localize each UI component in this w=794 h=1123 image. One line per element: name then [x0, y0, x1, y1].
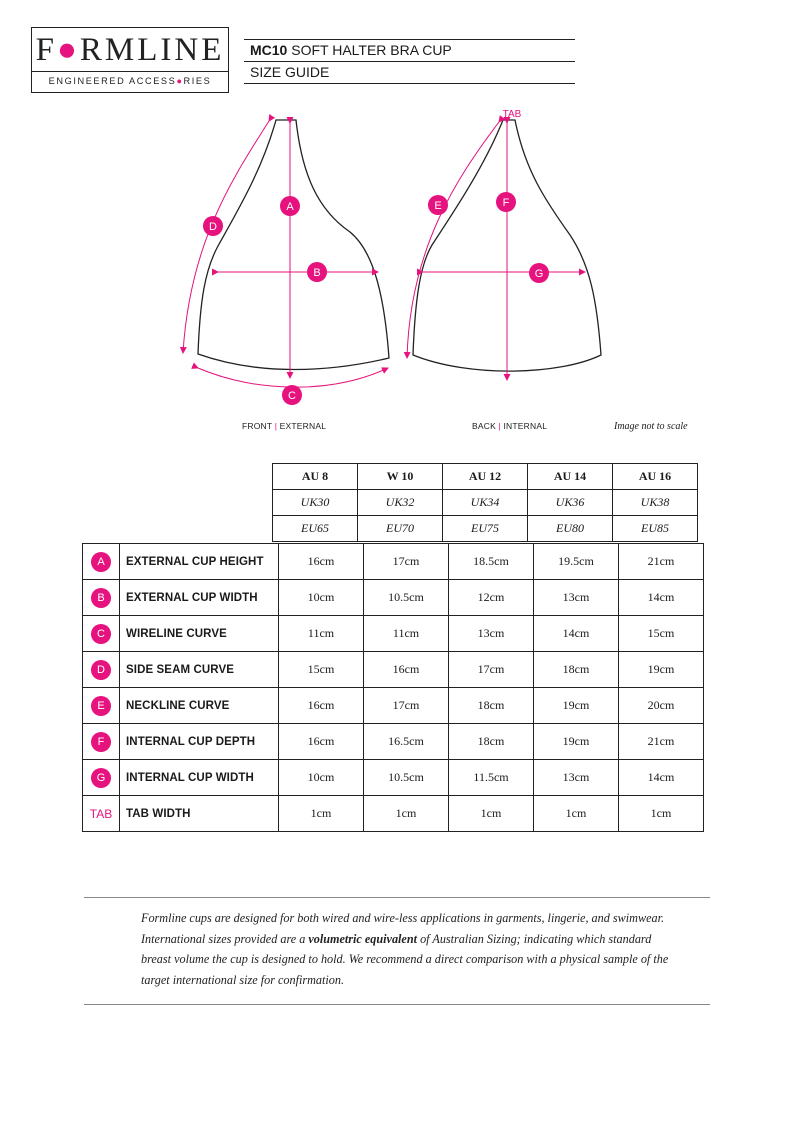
tagline-a: ENGINEERED ACCESS: [48, 76, 177, 86]
uk-size-cell: UK34: [443, 490, 528, 516]
uk-size-row: [273, 490, 698, 516]
tagline-b: RIES: [183, 76, 212, 86]
eu-size-cell: EU80: [528, 516, 613, 542]
eu-size-cell: EU85: [613, 516, 698, 542]
measure-value: 19cm: [619, 652, 704, 688]
footer-rule-top: [84, 897, 710, 898]
product-code: MC10: [250, 42, 288, 58]
measure-value: 15cm: [279, 652, 364, 688]
measure-badge: [83, 760, 120, 796]
back-caption-a: BACK: [472, 421, 496, 431]
measure-value: 19.5cm: [534, 544, 619, 580]
measure-value: 19cm: [534, 688, 619, 724]
eu-size-cell: EU75: [443, 516, 528, 542]
eu-size-cell: EU65: [273, 516, 358, 542]
marker-g: [529, 263, 549, 283]
eu-size-cell: EU70: [358, 516, 443, 542]
measure-code-icon: D: [91, 660, 111, 680]
back-caption-b: INTERNAL: [503, 421, 548, 431]
measure-name: INTERNAL CUP WIDTH: [120, 760, 279, 796]
marker-c-label: C: [288, 390, 296, 402]
product-title: [244, 40, 575, 61]
measure-value: 21cm: [619, 544, 704, 580]
uk-size-cell: UK30: [273, 490, 358, 516]
marker-e-label: E: [434, 200, 442, 212]
brand-logo: [31, 27, 229, 93]
measure-name: WIRELINE CURVE: [120, 616, 279, 652]
marker-b-label: B: [313, 267, 321, 279]
au-size-cell: AU 8: [273, 464, 358, 490]
table-row: [83, 580, 704, 616]
scale-note: Image not to scale: [614, 421, 688, 432]
wireline-curve-c: [198, 368, 388, 387]
au-size-cell: W 10: [358, 464, 443, 490]
measure-value: 16.5cm: [364, 724, 449, 760]
marker-e: [428, 195, 448, 215]
cup-diagrams: [0, 100, 794, 445]
au-size-row: [273, 464, 698, 490]
measure-badge: [83, 796, 120, 832]
measure-name: EXTERNAL CUP WIDTH: [120, 580, 279, 616]
marker-f: [496, 192, 516, 212]
measure-value: 16cm: [279, 724, 364, 760]
page-subtitle: SIZE GUIDE: [250, 64, 330, 80]
table-row: [83, 760, 704, 796]
marker-f-label: F: [502, 197, 510, 209]
measure-value: 16cm: [279, 544, 364, 580]
measure-badge: [83, 652, 120, 688]
measure-name: INTERNAL CUP DEPTH: [120, 724, 279, 760]
table-row: [83, 688, 704, 724]
au-size-cell: AU 12: [443, 464, 528, 490]
marker-a-label: A: [286, 201, 294, 213]
brand-name-b: RMLINE: [79, 32, 225, 68]
uk-size-cell: UK32: [358, 490, 443, 516]
size-header-table: [272, 463, 698, 542]
front-caption: [242, 421, 326, 431]
measure-value: 18cm: [449, 688, 534, 724]
measure-value: 13cm: [534, 760, 619, 796]
front-caption-a: FRONT: [242, 421, 273, 431]
measure-value: 10cm: [279, 580, 364, 616]
measure-value: 11cm: [364, 616, 449, 652]
side-seam-curve-d: [183, 121, 269, 353]
measure-badge: [83, 580, 120, 616]
measure-value: 14cm: [534, 616, 619, 652]
table-row: [83, 616, 704, 652]
table-row: [83, 724, 704, 760]
measure-code-icon: A: [91, 552, 111, 572]
table-row: [83, 796, 704, 832]
footer-text-bold: volumetric equivalent: [308, 931, 418, 946]
measure-badge: [83, 544, 120, 580]
tab-label: TAB: [502, 109, 522, 120]
back-caption: [472, 421, 547, 431]
uk-size-cell: UK38: [613, 490, 698, 516]
measure-value: 15cm: [619, 616, 704, 652]
measure-value: 14cm: [619, 580, 704, 616]
measure-name: TAB WIDTH: [120, 796, 279, 832]
logo-divider: [32, 71, 228, 72]
product-name: SOFT HALTER BRA CUP: [291, 42, 452, 58]
measure-value: 13cm: [449, 616, 534, 652]
measure-code-icon: E: [91, 696, 111, 716]
uk-size-cell: UK36: [528, 490, 613, 516]
measure-badge: [83, 724, 120, 760]
marker-c: [282, 385, 302, 405]
au-size-cell: AU 14: [528, 464, 613, 490]
measure-value: 1cm: [364, 796, 449, 832]
measure-value: 19cm: [534, 724, 619, 760]
brand-dot-icon: ●: [56, 32, 80, 68]
measure-value: 10.5cm: [364, 580, 449, 616]
measure-name: NECKLINE CURVE: [120, 688, 279, 724]
measure-value: 10.5cm: [364, 760, 449, 796]
marker-a: [280, 196, 300, 216]
measure-value: 21cm: [619, 724, 704, 760]
footer-text-a: Formline cups are designed for both wired and wire-less applications in garments, lingerie, and swimwear. International sizes provided are a: [141, 911, 665, 946]
tab-code-label: TAB: [89, 806, 113, 821]
brand-tagline: [32, 76, 228, 86]
table-row: [83, 544, 704, 580]
measure-value: 10cm: [279, 760, 364, 796]
measure-value: 16cm: [279, 688, 364, 724]
measure-value: 17cm: [364, 688, 449, 724]
front-caption-b: EXTERNAL: [279, 421, 327, 431]
measure-value: 1cm: [534, 796, 619, 832]
measure-value: 11cm: [279, 616, 364, 652]
measure-badge: [83, 688, 120, 724]
eu-size-row: [273, 516, 698, 542]
tagline-dot-icon: ●: [176, 76, 184, 86]
measure-name: EXTERNAL CUP HEIGHT: [120, 544, 279, 580]
title-block: [244, 39, 575, 84]
measure-value: 1cm: [449, 796, 534, 832]
measure-value: 12cm: [449, 580, 534, 616]
front-cup-outline: [198, 120, 389, 370]
measure-badge: [83, 616, 120, 652]
brand-wordmark: [32, 32, 228, 69]
measure-value: 11.5cm: [449, 760, 534, 796]
measure-code-icon: C: [91, 624, 111, 644]
marker-d-label: D: [209, 221, 217, 233]
measure-value: 17cm: [364, 544, 449, 580]
measure-value: 17cm: [449, 652, 534, 688]
back-caption-divider: |: [498, 421, 501, 431]
measurements-table: [82, 543, 704, 832]
measure-value: 14cm: [619, 760, 704, 796]
measure-code-icon: G: [91, 768, 111, 788]
measure-value: 1cm: [279, 796, 364, 832]
measure-code-icon: F: [91, 732, 111, 752]
marker-b: [307, 262, 327, 282]
title-rule-bottom: [244, 83, 575, 84]
measure-value: 18cm: [449, 724, 534, 760]
measure-name: SIDE SEAM CURVE: [120, 652, 279, 688]
footer-text-b: of Australian Sizing; indicating which standard breast volume the cup is designed to hold. We recommend a direct comparison with a physical sample of the target international size for confirmation.: [141, 931, 669, 987]
footer-note: [141, 908, 671, 990]
measure-value: 16cm: [364, 652, 449, 688]
marker-g-label: G: [534, 268, 544, 280]
measure-value: 1cm: [619, 796, 704, 832]
measure-value: 18cm: [534, 652, 619, 688]
measure-value: 20cm: [619, 688, 704, 724]
marker-d: [203, 216, 223, 236]
measure-value: 13cm: [534, 580, 619, 616]
footer-rule-bottom: [84, 1004, 710, 1005]
au-size-cell: AU 16: [613, 464, 698, 490]
measure-code-icon: B: [91, 588, 111, 608]
measure-value: 18.5cm: [449, 544, 534, 580]
brand-name-a: F: [35, 32, 57, 68]
front-caption-divider: |: [274, 421, 278, 431]
table-row: [83, 652, 704, 688]
